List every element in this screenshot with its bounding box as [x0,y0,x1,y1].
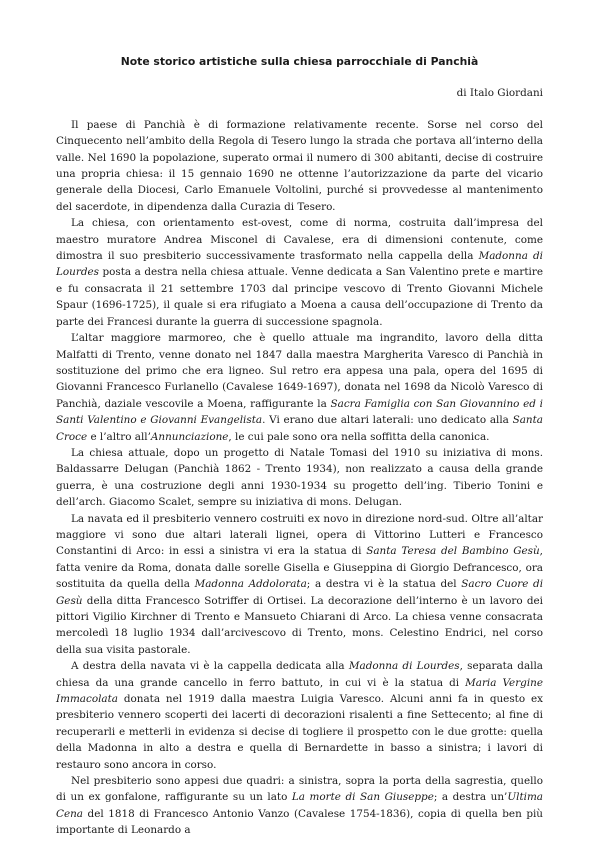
paragraph [56,117,543,215]
italic-text: Santa Teresa del Bambino Gesù [366,545,540,558]
text-run: A destra della navata vi è la cappella dedicata alla [71,660,349,673]
italic-text: Annunciazione [150,430,229,443]
text-run: e l’altro all’ [87,430,151,443]
text-run: , separata dalla chiesa da una grande cancello in ferro battuto, in cui vi è la statua di [56,660,543,689]
paragraph [56,330,543,445]
text-run: La navata ed il presbiterio vennero costruiti ex novo in direzione nord-sud. Oltre all’altar maggiore vi sono due altari laterali lignei, opera di Vittorino Lutteri e Francesco Constantini di Arco: in essi a sinistra vi era la statua di [56,512,543,558]
paragraph [56,658,543,773]
document-page [56,54,543,839]
paragraph [56,773,543,839]
paragraph [56,511,543,659]
text-run: L’altar maggiore marmoreo, che è quello attuale ma ingrandito, lavoro della ditta Malfatti di Trento, venne donato nel 1847 dalla maestra Margherita Varesco di Panchià in sostituzione del primo che era ligneo. Sul retro era appesa una pala, opera del 1695 di Giovanni Francesco Furlanello (Cavalese 1649-1697), donata nel 1698 da Nicolò Varesco di Panchià, daziale vescovile a Moena, raffigurante la [56,332,543,410]
text-run: ; a destra vi è la statua del [306,578,462,591]
italic-text: Madonna di Lourdes [348,660,460,673]
text-run: Il paese di Panchià è di formazione relativamente recente. Sorse nel corso del Cinquecento nell’ambito della Regola di Tesero lungo la strada che portava all’interno della valle. Nel 1690 la popolazione, superato ormai il numero di 300 abitanti, decise di costruire una propria chiesa: il 15 gennaio 1690 ne ottenne l’autorizzazione da parte del vicario generale della Diocesi, Carlo Emanuele Voltolini, purché si provvedesse al mantenimento del sacerdote, in dipendenza dalla Curazia di Tesero. [56,118,543,213]
text-run: , fatta venire da Roma, donata dalle sorelle Gisella e Giuseppina di Giorgio Defrancesco, ora sostituita da quella della [56,545,543,591]
text-run: donata nel 1919 dalla maestra Luigia Varesco. Alcuni anni fa in questo ex presbiterio vennero scoperti dei lacerti di decorazioni risalenti a fine Settecento; al fine di recuperarli e metterli in evidenza si decise di togliere il prospetto con le due grotte: quella della Madonna in alto a destra e quella di Bernardette in basso a sinistra; i lavori di restauro sono ancora in corso. [56,693,543,771]
text-run: del 1818 di Francesco Antonio Vanzo (Cavalese 1754-1836), copia di quella ben più importante di Leonardo a [56,807,543,837]
text-run: . Vi erano due altari laterali: uno dedicato alla [262,414,513,427]
italic-text: Madonna di Lourdes [56,250,543,279]
italic-text: Sacro Cuore di Gesù [56,578,544,607]
text-run: Nel presbiterio sono appesi due quadri: a sinistra, sopra la porta della sagrestia, quello di un ex gonfalone, raffigurante su un lato [56,775,543,804]
italic-text: La morte di San Giuseppe [291,791,434,804]
paragraph [56,445,543,511]
document-body [56,117,543,839]
paragraph [56,215,543,330]
italic-text: Maria Vergine Immacolata [56,676,543,706]
document-author: di Italo Giordani [456,87,543,100]
document-title: Note storico artistiche sulla chiesa parrocchiale di Panchià [120,55,479,68]
text-run: La chiesa attuale, dopo un progetto di Natale Tomasi del 1910 su iniziativa di mons. Baldassarre Delugan (Panchià 1862 - Trento 1934), non realizzato a causa della grande guerra, è una costruzione degli anni 1930-1934 su progetto dell’ing. Tiberio Tonini e dell’arch. Giacomo Scalet, sempre su iniziativa di mons. Delugan. [56,446,543,509]
italic-text: Madonna Addolorata [194,578,307,591]
italic-text: Sacra Famiglia con San Giovannino ed i Santi Valentino e Giovanni Evangelista [56,397,543,427]
text-run: posta a destra nella chiesa attuale. Venne dedicata a San Valentino prete e martire e fu consacrata il 21 settembre 1703 dal principe vescovo di Trento Giovanni Michele Spaur (1696-1725), il quale si era rifugiato a Moena a causa dell’occupazione di Trento da parte dei Francesi durante la guerra di successione spagnola. [56,266,543,328]
text-run: La chiesa, con orientamento est-ovest, come di norma, costruita dall’impresa del maestro muratore Andrea Misconel di Cavalese, era di dimensioni contenute, come dimostra il suo presbiterio successivamente trasformato nella cappella della [56,217,543,263]
text-run: della ditta Francesco Sotriffer di Ortisei. La decorazione dell’interno è un lavoro dei pittori Vigilio Kirchner di Trento e Mansueto Chiarani di Arco. La chiesa venne consacrata mercoledì 18 luglio 1934 dall’arcivescovo di Trento, mons. Celestino Endrici, nel corso della sua visita pastorale. [56,594,543,656]
italic-text: Santa Croce [56,414,543,443]
text-run: , le cui pale sono ora nella soffitta della canonica. [228,430,490,443]
italic-text: Ultima Cena [56,791,543,820]
text-run: ; a destra un’ [433,791,508,804]
